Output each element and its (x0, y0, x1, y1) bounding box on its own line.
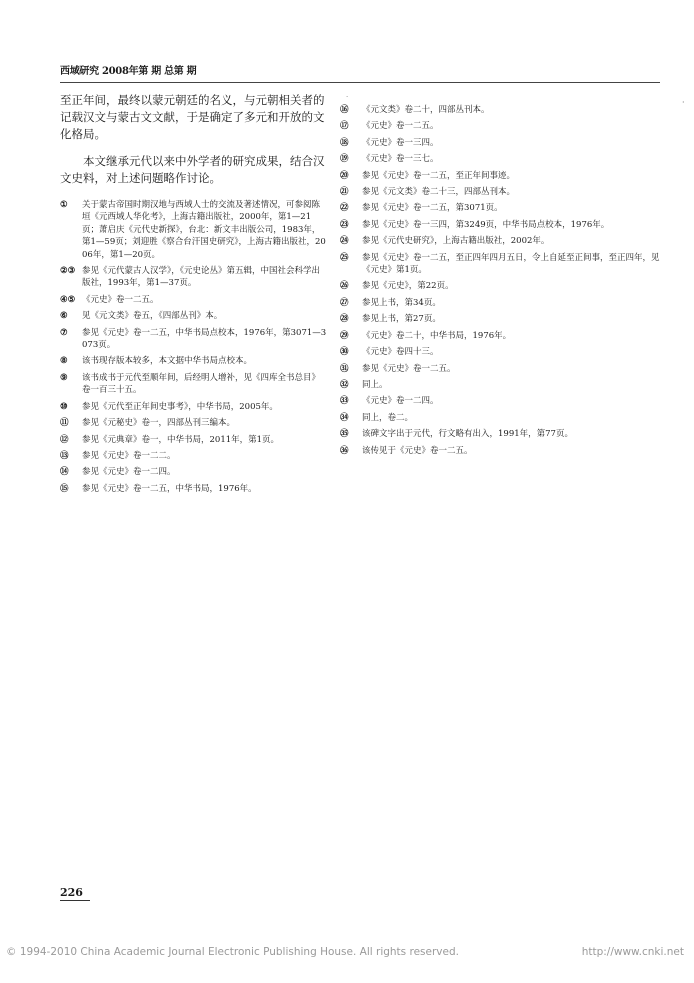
footnote-text: 同上。 (362, 379, 388, 390)
footnote (340, 235, 660, 247)
footnote-number: ㉚ (340, 347, 349, 358)
footnote-text: 参见《元代史研究》，上海古籍出版社，2002年。 (362, 236, 550, 247)
footnote-number: ㉝ (340, 396, 349, 407)
footnote-text: 该书成书于元代至顺年间，后经明人增补，见《四库全书总目》卷一百三十五。 (82, 372, 321, 396)
footnote (60, 450, 328, 462)
footnote-text: 参见《元史》卷一二五，至正四年四月五日，令上自延至正间事，至正四年，见《元史》第1页。 (362, 252, 660, 276)
footnote-text: 参见《元史》卷一二五，至正年间事迹。 (362, 170, 516, 181)
footnote-number: ㊱ (340, 445, 349, 456)
footnote-number: ⑧ (60, 356, 68, 367)
header-rule (60, 82, 660, 83)
footnote-number: ㉗ (340, 297, 349, 308)
footnotes-right (340, 104, 660, 457)
margin-mark: · (682, 98, 685, 107)
body-paragraph: 至正年间，最终以蒙元朝廷的名义，与元朝相关者的记载汉文与蒙古文文献，于是确定了多元和开放的文化格局。 (60, 93, 325, 141)
footnote-number: ⑩ (60, 401, 68, 412)
footnote (340, 120, 660, 132)
footnote-number: ㉖ (340, 281, 349, 292)
footnote-text: 参见《元史》卷一二五，第3071页。 (362, 203, 503, 214)
footnote (340, 104, 660, 116)
footnote (340, 363, 660, 375)
footnote-number: ㉟ (340, 429, 349, 440)
footnote (60, 327, 328, 352)
footnote (340, 313, 660, 325)
footnote (60, 372, 328, 397)
footnote-text: 《元史》卷一二五。 (82, 294, 159, 305)
footnote-text: 参见《元典章》卷一，中华书局，2011年，第1页。 (82, 434, 280, 445)
footnote-text: 参见《元代蒙古人汉学》，《元史论丛》第五辑，中国社会科学出版社，1993年，第1—37页。 (82, 266, 321, 289)
footnote (340, 379, 660, 391)
footnote-number: ㉞ (340, 412, 349, 423)
footnote-number: ⑲ (340, 154, 349, 165)
footnote (60, 483, 328, 495)
footnote (340, 346, 660, 358)
footnote (60, 199, 328, 261)
running-header: 西域研究 2008年第 期 总第 期 (60, 66, 197, 76)
body-text (60, 92, 328, 187)
footnote-number: ㉕ (340, 252, 349, 263)
footnote (60, 294, 328, 306)
footnote-number: ⑫ (60, 434, 69, 445)
footnote (340, 252, 660, 277)
footer-url[interactable]: http://www.cnki.net (581, 946, 684, 958)
footnote-number: ⑱ (340, 137, 349, 148)
footnote-number: ㉜ (340, 379, 349, 390)
footnote (340, 219, 660, 231)
footnote-text: 见《元文类》卷五，《四部丛刊》本。 (82, 311, 223, 322)
footnote-number: ㉛ (340, 363, 349, 374)
footnote-text: 参见《元秘史》卷一，四部丛刊三编本。 (82, 418, 236, 429)
footnote-number: ㉑ (340, 187, 349, 198)
footnote (340, 412, 660, 424)
footnote-number: ⑬ (60, 450, 69, 461)
footnote-text: 《元史》卷二十，中华书局，1976年。 (362, 330, 512, 341)
left-column (60, 92, 328, 882)
footnote-text: 参见《元史》卷一二四。 (82, 467, 176, 478)
footnote-text: 参见《元文类》卷二十三，四部丛刊本。 (362, 187, 516, 198)
footnote-text: 《元文类》卷二十，四部丛刊本。 (362, 105, 490, 115)
footnote-number: ⑭ (60, 467, 69, 478)
footnote-text: 《元史》卷一二五。 (362, 121, 439, 132)
footnote-number: ⑦ (60, 327, 68, 338)
footnote (340, 202, 660, 214)
footnote (340, 330, 660, 342)
page-mark: · (346, 93, 349, 101)
footnote-number: ① (60, 200, 68, 210)
footnote-number: ⑳ (340, 170, 349, 181)
right-column (340, 92, 660, 882)
footnote-number: ⑪ (60, 418, 69, 429)
footnote-text: 同上，卷二。 (362, 412, 414, 423)
footnote-text: 关于蒙古帝国时期汉地与西域人士的交流及著述情况，可参阅陈垣《元西域人华化考》，上海古籍出版社，2000年，第1—21页；萧启庆《元代史新探》，台北：新文丰出版公司，1983年，第1—59页；刘迎胜《察合台汗国史研究》，上海古籍出版社，2006年，第1—20页。 (82, 200, 326, 260)
footnote-number: ㉓ (340, 219, 349, 230)
footnote (60, 355, 328, 367)
footnote-number: ⑰ (340, 121, 349, 132)
footnote-text: 《元史》卷一三七。 (362, 154, 439, 165)
footnote (340, 445, 660, 457)
footnote-number: ㉒ (340, 203, 349, 214)
copyright-text: © 1994-2010 China Academic Journal Electronic Publishing House. All rights reserved. (6, 946, 459, 958)
footnote-text: 该书现存版本较多，本文据中华书局点校本。 (82, 356, 253, 367)
footnote-text: 参见《元史》卷一二五。 (362, 363, 456, 374)
footnote (340, 395, 660, 407)
footnote-number: ⑨ (60, 372, 68, 383)
footnote (340, 186, 660, 198)
footnote-text: 参见《元史》卷一二五，中华书局，1976年。 (82, 483, 257, 494)
footnote-text: 《元史》卷四十三。 (362, 347, 439, 358)
footnote (340, 137, 660, 149)
footnote-number: ⑮ (60, 483, 69, 494)
footnote-text: 参见《元史》卷一二二。 (82, 450, 176, 461)
footnote-text: 参见上书，第34页。 (362, 297, 441, 308)
body-paragraph: 本文继承元代以来中外学者的研究成果，结合汉文史料，对上述问题略作讨论。 (60, 154, 325, 185)
footnote (60, 310, 328, 322)
footnote (340, 170, 660, 182)
footnote-number: ㉘ (340, 314, 349, 325)
footnote-text: 参见《元代至正年间史事考》，中华书局，2005年。 (82, 401, 278, 412)
footnote-number: ②③ (60, 266, 76, 277)
footnote (60, 417, 328, 429)
footnote (340, 297, 660, 309)
footnote-text: 《元史》卷一三四。 (362, 137, 439, 148)
footnote (340, 280, 660, 292)
footnote-number: ㉔ (340, 236, 349, 247)
footnote-number: ⑥ (60, 311, 68, 322)
footer (0, 946, 694, 962)
footnote-text: 参见《元史》，第22页。 (362, 281, 454, 292)
footnote (340, 428, 660, 440)
footnote-text: 参见《元史》卷一二五，中华书局点校本，1976年，第3071—3073页。 (82, 327, 327, 351)
footnote-number: ㉙ (340, 330, 349, 341)
page-number: 226 (60, 886, 90, 901)
footnote (340, 153, 660, 165)
footnote (60, 265, 328, 290)
footnote-text: 该传见于《元史》卷一二五。 (362, 445, 473, 456)
footnote (60, 434, 328, 446)
footnote-text: 该碑文字出于元代，行文略有出入，1991年，第77页。 (362, 429, 573, 440)
footnote-number: ⑯ (340, 105, 349, 115)
footnote (60, 401, 328, 413)
footnote-text: 参见《元史》卷一三四，第3249页，中华书局点校本，1976年。 (362, 219, 610, 230)
footnote (60, 466, 328, 478)
footnote-number: ④⑤ (60, 294, 76, 305)
footnote-text: 参见上书，第27页。 (362, 314, 441, 325)
footnotes-left (60, 199, 328, 495)
footnote-text: 《元史》卷一二四。 (362, 396, 439, 407)
